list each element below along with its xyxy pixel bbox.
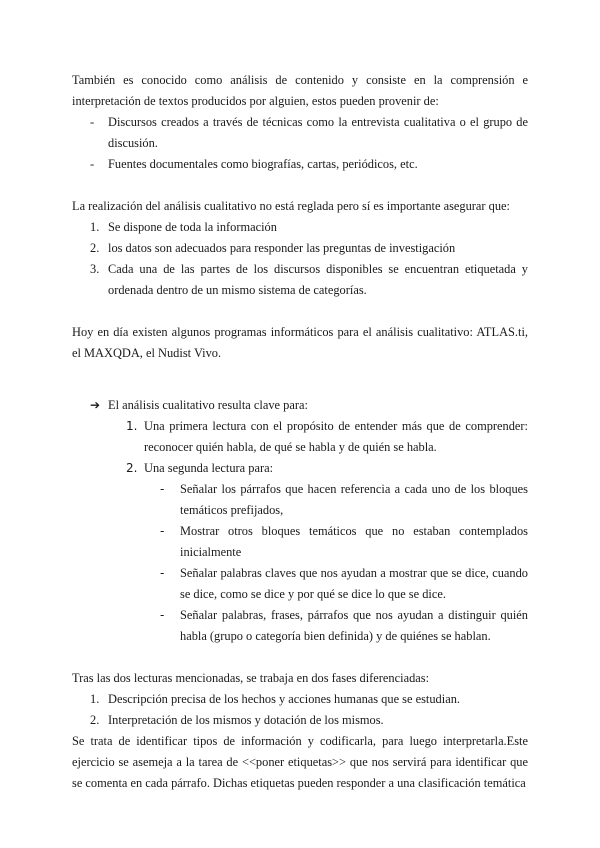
requirements-list <box>72 217 528 301</box>
list-item-text: Señalar palabras, frases, párrafos que nos ayudan a distinguir quién habla (grupo o categoría bien definida) y de quiénes se hablan. <box>180 608 528 643</box>
number-marker: 1. <box>90 220 100 234</box>
list-item <box>72 112 528 154</box>
list-item-text: Cada una de las partes de los discursos disponibles se encuentran etiquetada y ordenada dentro de un mismo sistema de categorías. <box>108 262 528 297</box>
paragraph-software: Hoy en día existen algunos programas informáticos para el análisis cualitativo: ATLAS.ti, el MAXQDA, el Nudist Vivo. <box>72 325 528 360</box>
list-item <box>108 416 528 458</box>
dash-marker: - <box>160 524 165 538</box>
dash-marker: - <box>90 157 95 171</box>
number-marker: 2. <box>126 461 138 475</box>
list-item <box>144 479 528 521</box>
list-item-text: Una primera lectura con el propósito de entender más que de comprender: reconocer quién habla, de qué se habla y de quién se habla. <box>144 419 528 454</box>
dash-marker: - <box>160 482 165 496</box>
list-item-text: Una segunda lectura para: <box>144 461 274 475</box>
list-item <box>72 217 528 238</box>
list-item <box>72 259 528 301</box>
list-item-text: Señalar palabras claves que nos ayudan a mostrar que se dice, cuando se dice, como se dice y por qué se dice lo que se dice. <box>180 566 528 601</box>
number-marker: 2. <box>90 241 100 255</box>
list-item <box>144 563 528 605</box>
phases-list <box>72 689 528 731</box>
list-item-text: los datos son adecuados para responder las preguntas de investigación <box>108 241 456 255</box>
list-item-text: El análisis cualitativo resulta clave para: <box>108 398 308 412</box>
dash-marker: - <box>160 608 165 622</box>
list-item <box>72 689 528 710</box>
list-item-text: Discursos creados a través de técnicas como la entrevista cualitativa o el grupo de discusión. <box>108 115 528 150</box>
list-item <box>144 521 528 563</box>
list-item-text: Mostrar otros bloques temáticos que no estaban contemplados inicialmente <box>180 524 528 559</box>
list-item <box>108 458 528 647</box>
list-item <box>72 238 528 259</box>
list-item-text: Fuentes documentales como biografías, cartas, periódicos, etc. <box>108 157 418 171</box>
list-item-text: Señalar los párrafos que hacen referencia a cada uno de los bloques temáticos prefijados, <box>180 482 528 517</box>
paragraph-coding: Se trata de identificar tipos de información y codificarla, para luego interpretarla.Este ejercicio se asemeja a la tarea de <<poner etiquetas>> que nos servirá para identificar que se comenta en cada párrafo. Dichas etiquetas pueden responder a una clasificación temática <box>72 734 528 790</box>
paragraph-requirements: La realización del análisis cualitativo no está reglada pero sí es importante asegurar que: <box>72 199 510 213</box>
number-marker: 1. <box>126 419 138 433</box>
number-marker: 2. <box>90 713 100 727</box>
list-item <box>72 154 528 175</box>
key-points-list <box>72 395 528 647</box>
list-item-text: Interpretación de los mismos y dotación de los mismos. <box>108 713 384 727</box>
paragraph-phases: Tras las dos lecturas mencionadas, se trabaja en dos fases diferenciadas: <box>72 671 430 685</box>
list-item <box>72 395 528 647</box>
number-marker: 1. <box>90 692 100 706</box>
list-item <box>144 605 528 647</box>
arrow-icon: ➔ <box>90 398 101 412</box>
list-item <box>72 710 528 731</box>
second-reading-list <box>144 479 528 647</box>
list-item-text: Descripción precisa de los hechos y acciones humanas que se estudian. <box>108 692 460 706</box>
dash-marker: - <box>160 566 165 580</box>
paragraph-intro: También es conocido como análisis de contenido y consiste en la comprensión e interpretación de textos producidos por alguien, estos pueden provenir de: <box>72 73 528 108</box>
number-marker: 3. <box>90 262 100 276</box>
list-item-text: Se dispone de toda la información <box>108 220 277 234</box>
sources-list <box>72 112 528 175</box>
dash-marker: - <box>90 115 95 129</box>
readings-list <box>108 416 528 647</box>
